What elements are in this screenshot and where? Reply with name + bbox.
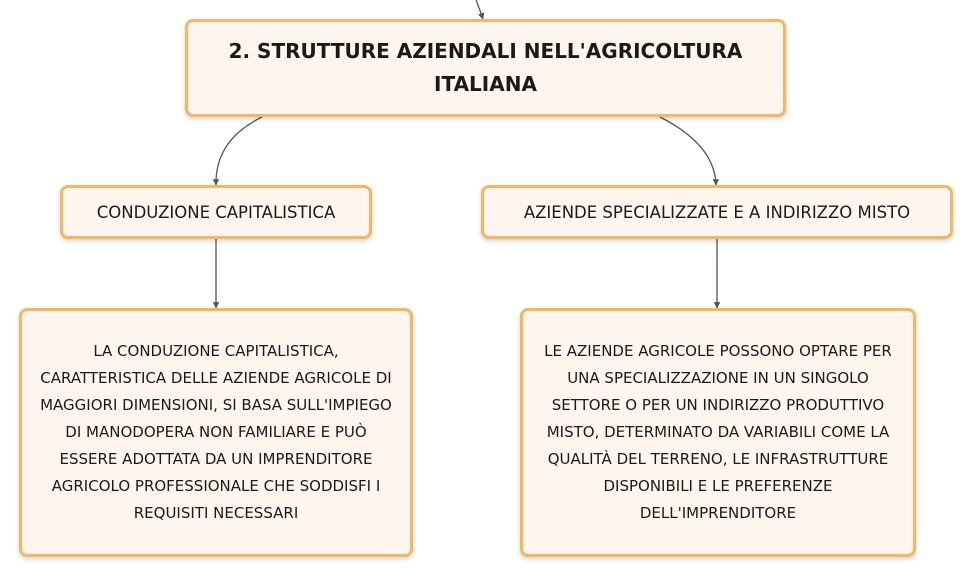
detail-node-conduzione-capitalistica[interactable] (19, 308, 413, 557)
detail-node-text: LE AZIENDE AGRICOLE POSSONO OPTARE PER UNA SPECIALIZZAZIONE IN UN SINGOLO SETTORE O PER UN INDIRIZZO PRODUTTIVO MISTO, DETERMINATO DA VARIABILI COME LA QUALITÀ DEL TERRENO, LE INFRASTRUTTURE DISPONIBILI E LE PREFERENZE DELL'IMPRENDITORE (544, 342, 892, 522)
root-node[interactable] (185, 19, 786, 117)
connector-root-to-left-topic (216, 117, 262, 185)
connector-root-to-right-topic (660, 117, 716, 185)
topic-node-aziende-specializzate[interactable] (481, 185, 953, 239)
detail-node-text: LA CONDUZIONE CAPITALISTICA, CARATTERISTICA DELLE AZIENDE AGRICOLE DI MAGGIORI DIMENSIONI, SI BASA SULL'IMPIEGO DI MANODOPERA NON FAMILIARE E PUÒ ESSERE ADOTTATA DA UN IMPRENDITORE AGRICOLO PROFESSIONALE CHE SODDISFI I REQUISITI NECESSARI (40, 342, 392, 522)
topic-node-conduzione-capitalistica[interactable] (60, 185, 372, 239)
topic-node-label: CONDUZIONE CAPITALISTICA (96, 202, 336, 222)
connector-incoming-root (476, 0, 483, 19)
root-node-label: 2. STRUTTURE AZIENDALI NELL'AGRICOLTURA ITALIANA (228, 39, 743, 96)
detail-node-aziende-specializzate[interactable] (520, 308, 916, 557)
topic-node-label: AZIENDE SPECIALIZZATE E A INDIRIZZO MISTO (523, 202, 911, 222)
